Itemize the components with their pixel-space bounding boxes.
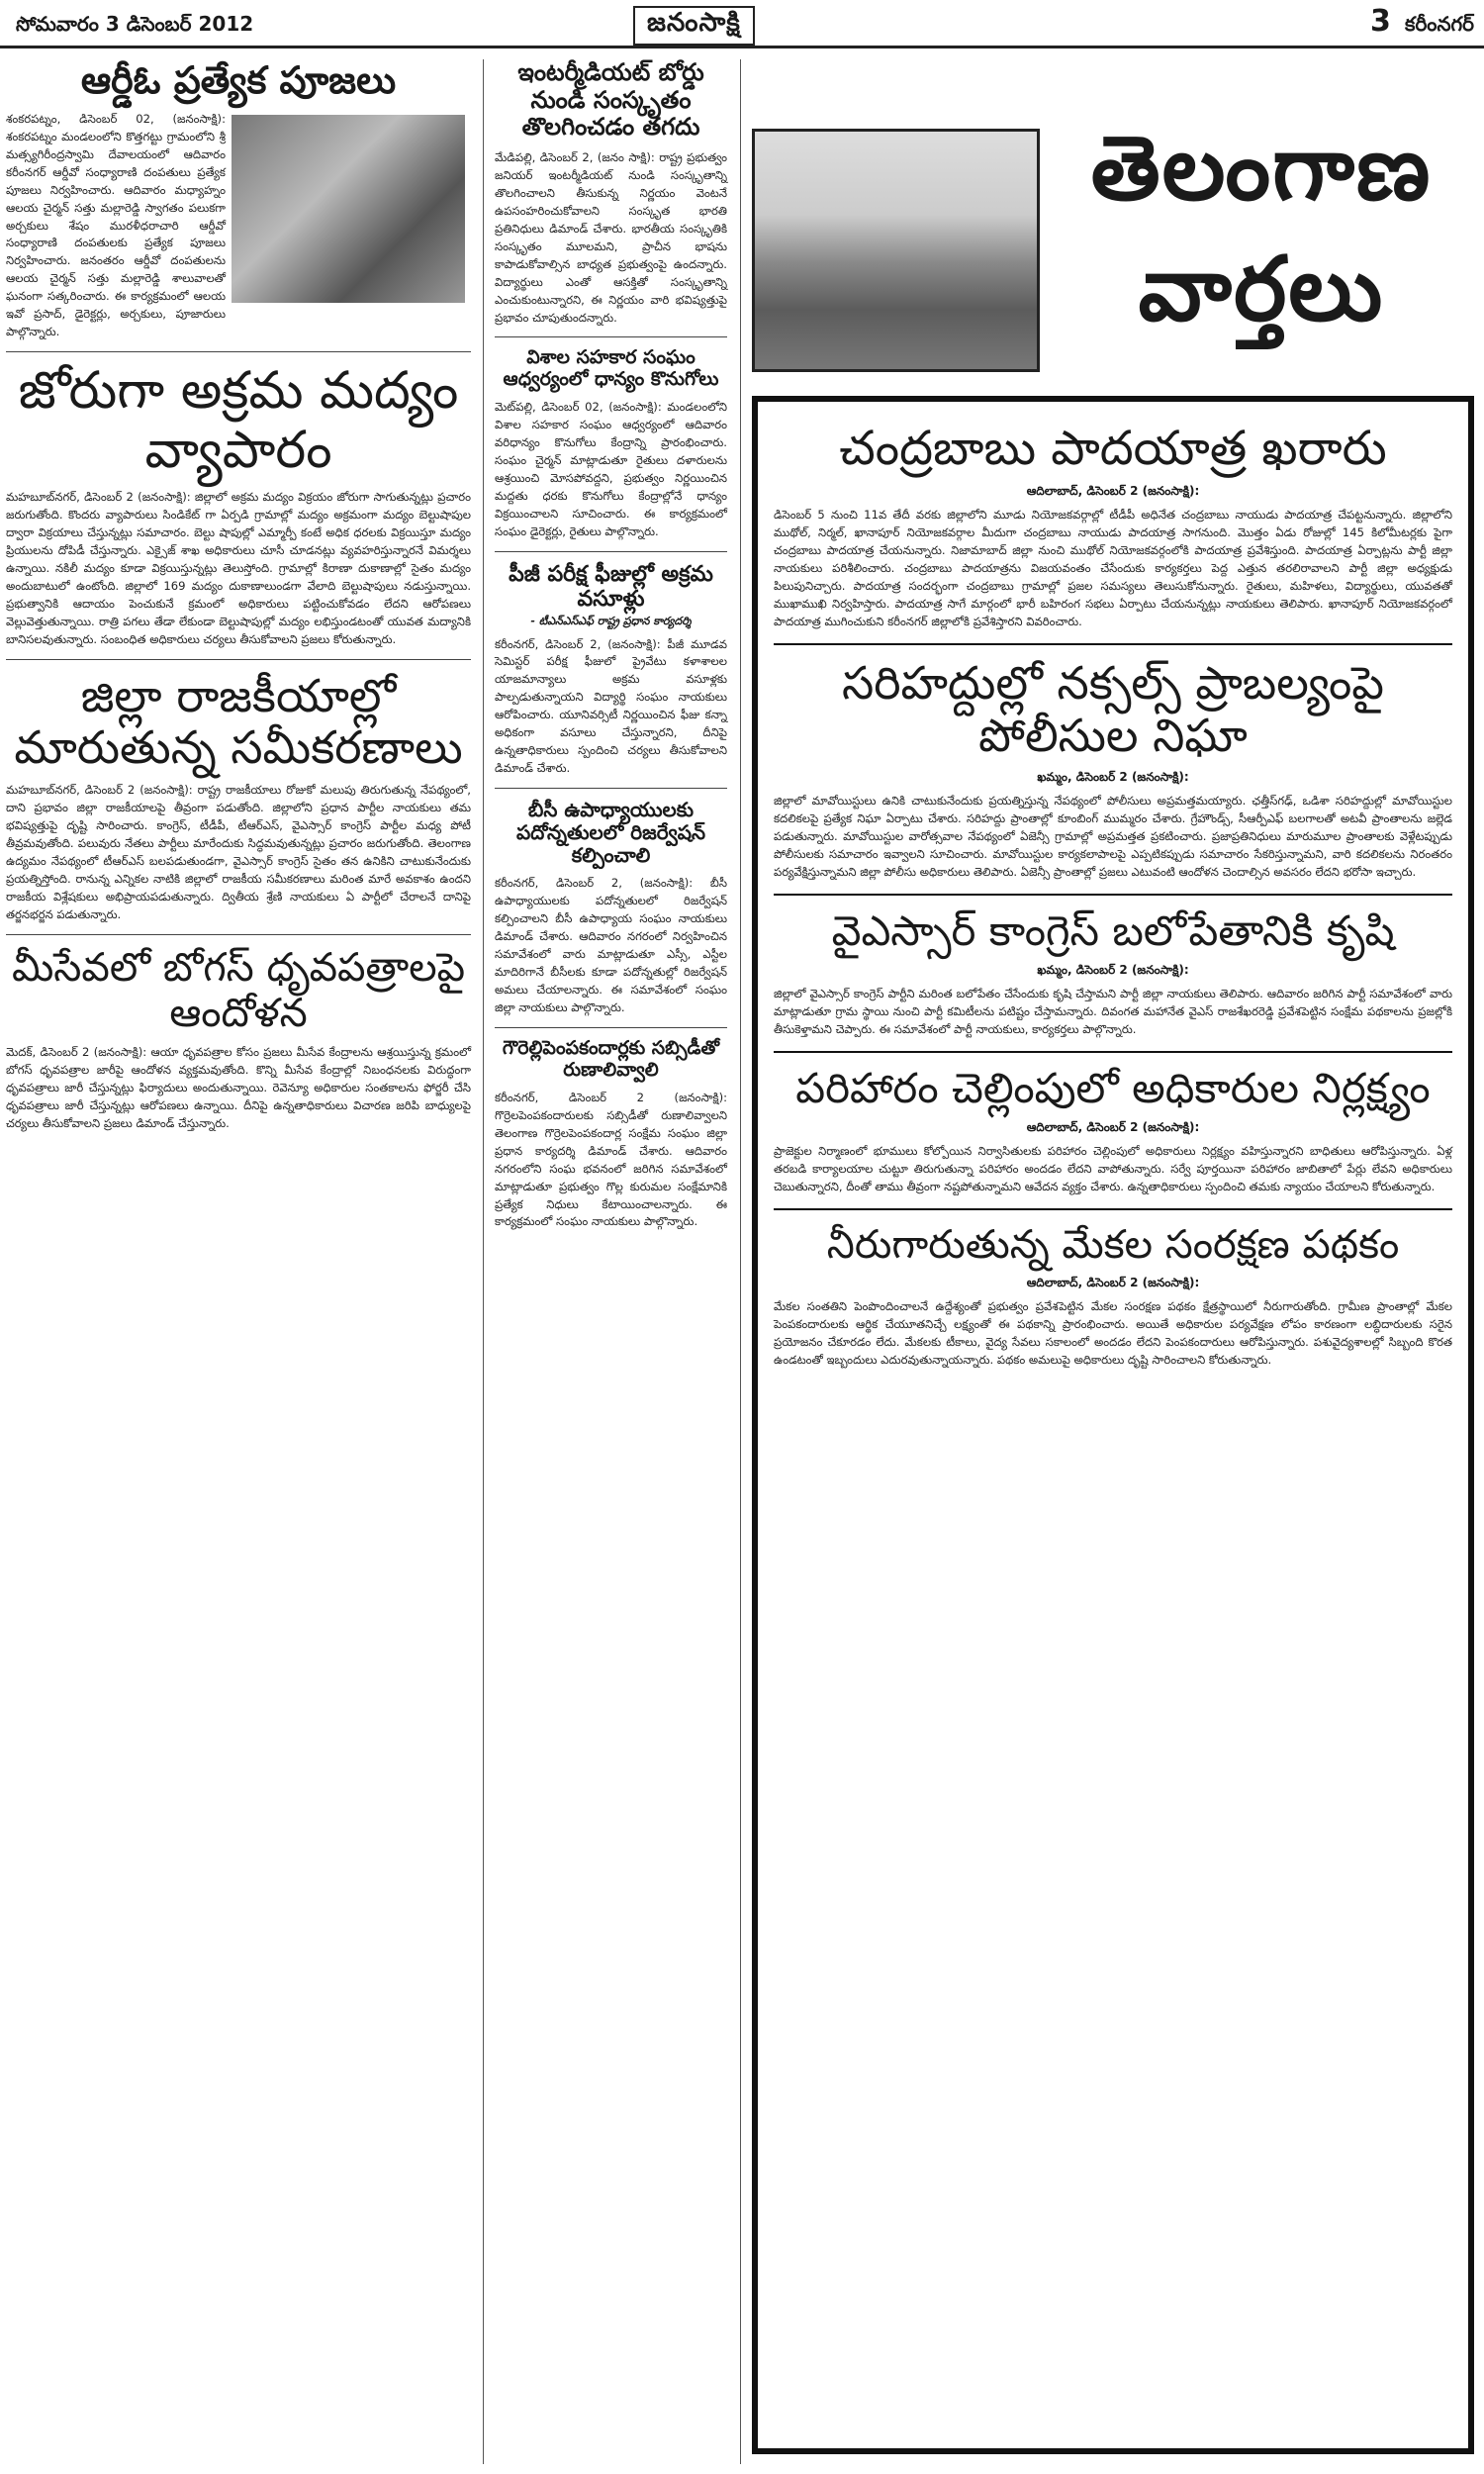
- story-paddy-body: మెట్‌పల్లి, డిసెంబర్ 02, (జనంసాక్షి): మండలంలోని విశాల సహకార సంఘం ఆధ్వర్యంలో ఆదివారం వరిధాన్యం కొనుగోలు కేంద్రాన్ని ప్రారంభించారు. సంఘం చైర్మన్ మాట్లాడుతూ రైతులు దళారులను ఆశ్రయించి మోసపోవద్దని, ప్రభుత్వం నిర్ణయించిన మద్దతు ధరకు కొనుగోలు కేంద్రాల్లోనే ధాన్యం విక్రయించాలని సూచించారు. ఈ కార్యక్రమంలో సంఘం డైరెక్టర్లు, రైతులు పాల్గొన్నారు.: [495, 400, 727, 538]
- headline-ysrcp: వైఎస్సార్ కాంగ్రెస్ బలోపేతానికి కృషి: [831, 905, 1395, 955]
- headline-pg-fees: పీజీ పరీక్ష ఫీజుల్లో అక్రమ వసూళ్లు: [509, 561, 713, 613]
- dateline-ysrcp: ఖమ్మం, డిసెంబర్ 2 (జనంసాక్షి):: [1037, 962, 1189, 977]
- column-middle: [495, 59, 727, 1231]
- headline-naxal-watch: సరిహద్దుల్లో నక్సల్స్ ప్రాబల్యంపై పోలీసుల నిఘా: [841, 655, 1385, 762]
- story-divider: [6, 351, 471, 352]
- section-banner: [752, 109, 1474, 386]
- story-divider: [495, 336, 727, 337]
- story-politics-body: మహబూబ్‌నగర్, డిసెంబర్ 2 (జనంసాక్షి): రాష్ట్ర రాజకీయాలు రోజుకో మలుపు తిరుగుతున్న నేపథ్యంలో, దాని ప్రభావం జిల్లా రాజకీయాలపై తీవ్రంగా పడుతోంది. జిల్లాలోని ప్రధాన పార్టీల నాయకులు తమ భవిష్యత్తుపై దృష్టి సారించారు. కాంగ్రెస్, టీడీపీ, టీఆర్‌ఎస్, వైఎస్సార్ కాంగ్రెస్ పార్టీల మధ్య పోటీ తీవ్రమవుతోంది. పలువురు నేతలు పార్టీలు మారేందుకు సిద్ధమవుతున్నట్లు ప్రచారం జరుగుతోంది. తెలంగాణ ఉద్యమం నేపథ్యంలో టీఆర్‌ఎస్ బలపడుతుండగా, వైఎస్సార్ కాంగ్రెస్ సైతం తన ఉనికిని చాటుకునేందుకు ప్రయత్నిస్తోంది. రానున్న ఎన్నికల నాటికి జిల్లాలో రాజకీయ సమీకరణాలు మరింత మారే అవకాశం ఉందని రాజకీయ విశ్లేషకులు అభిప్రాయపడుతున్నారు. ద్వితీయ శ్రేణి నాయకులు ఏ పార్టీలో చేరాలనే దానిపై తర్జనభర్జన పడుతున్నారు.: [6, 783, 471, 922]
- issue-date: సోమవారం 3 డిసెంబర్ 2012: [16, 12, 254, 36]
- story-naxal-body: జిల్లాలో మావోయిస్టులు ఉనికి చాటుకునేందుకు ప్రయత్నిస్తున్న నేపథ్యంలో పోలీసులు అప్రమత్తమయ్యారు. ఛత్తీస్‌గఢ్, ఒడిశా సరిహద్దుల్లో మావోయిస్టుల కదలికలపై ప్రత్యేక నిఘా ఏర్పాటు చేశారు. సరిహద్దు ప్రాంతాల్లో కూంబింగ్ ముమ్మరం చేశారు. గ్రేహౌండ్స్, సీఆర్పీఎఫ్ బలగాలతో అటవీ ప్రాంతాలను జల్లెడ పడుతున్నారు. మావోయిస్టుల వారోత్సవాల నేపథ్యంలో ఏజెన్సీ గ్రామాల్లో అప్రమత్తత ప్రకటించారు. ప్రజాప్రతినిధులు మారుమూల ప్రాంతాలకు వెళ్లేటప్పుడు పోలీసులకు సమాచారం ఇవ్వాలని సూచించారు. మావోయిస్టుల కార్యకలాపాలపై ఎప్పటికప్పుడు సమాచారం సేకరిస్తున్నామని, వారి కదలికలను నిరంతరం పర్యవేక్షిస్తున్నామని జిల్లా పోలీసు అధికారులు తెలిపారు. ఏజెన్సీ ప్రాంతాల్లో ప్రజలు ఎటువంటి ఆందోళన చెందాల్సిన అవసరం లేదని భరోసా ఇచ్చారు.: [774, 793, 1452, 879]
- headline-goat-scheme: నీరుగారుతున్న మేకల సంరక్షణ పథకం: [826, 1222, 1400, 1268]
- story-goat-body: మేకల సంతతిని పెంపొందించాలనే ఉద్దేశ్యంతో ప్రభుత్వం ప్రవేశపెట్టిన మేకల సంరక్షణ పథకం క్షేత్రస్థాయిలో నీరుగారుతోంది. గ్రామీణ ప్రాంతాల్లో మేకల పెంపకందారులకు ఆర్థిక చేయూతనిచ్చే లక్ష్యంతో ఈ పథకాన్ని ప్రారంభించారు. అయితే అధికారుల పర్యవేక్షణ లోపం కారణంగా లబ్ధిదారులకు సరైన ప్రయోజనం చేకూరడం లేదు. మేకలకు టీకాలు, వైద్య సేవలు సకాలంలో అందడం లేదని పెంపకందారులు ఆరోపిస్తున్నారు. పశువైద్యశాలల్లో సిబ్బంది కొరత ఉండటంతో ఇబ్బందులు ఎదురవుతున్నాయన్నారు. పథకం అమలుపై అధికారులు దృష్టి సారించాలని కోరుతున్నారు.: [774, 1299, 1452, 1367]
- story-divider: [774, 894, 1452, 896]
- section-title: తెలంగాణ వార్తలు: [1090, 117, 1433, 341]
- story-liquor-body: మహబూబ్‌నగర్, డిసెంబర్ 2 (జనంసాక్షి): జిల్లాలో అక్రమ మద్యం విక్రయం జోరుగా సాగుతున్నట్లు ప్రచారం జరుగుతోంది. కొందరు వ్యాపారులు సిండికేట్ గా ఏర్పడి గ్రామాల్లో మద్యం అక్రమంగా మద్యం బెల్టుషాపుల ద్వారా విక్రయాలు చేస్తున్నట్లు సమాచారం. బెల్టు షాపుల్లో ఎమ్మార్పీ కంటే అధిక ధరలకు విక్రయిస్తూ మద్యం ప్రియులను దోపిడీ చేస్తున్నారు. ఎక్సైజ్ శాఖ అధికారులు చూసీ చూడనట్లు వ్యవహరిస్తున్నారనే విమర్శలు ఉన్నాయి. నకిలీ మద్యం కూడా విక్రయిస్తున్నట్లు తెలుస్తోంది. గ్రామాల్లో కిరాణా దుకాణాల్లో సైతం మద్యం అందుబాటులో ఉంటోంది. జిల్లాలో 169 మద్యం దుకాణాలుండగా వేలాది బెల్టుషాపులు నడుస్తున్నాయి. ప్రభుత్వానికి ఆదాయం పెంచుకునే క్రమంలో అధికారులు పట్టించుకోవడం లేదని ఆరోపణలు వెల్లువెత్తుతున్నాయి. రాత్రి పగలు తేడా లేకుండా బెల్టుషాపుల్లో మద్యం లభిస్తుండటంతో యువత మద్యానికి బానిసలవుతున్నారు. సంబంధిత అధికారులు చర్యలు తీసుకోవాలని ప్రజలు కోరుతున్నారు.: [6, 489, 471, 646]
- story-meeseva-body: మెదక్, డిసెంబర్ 2 (జనంసాక్షి): ఆయా ధృవపత్రాల కోసం ప్రజలు మీసేవ కేంద్రాలను ఆశ్రయిస్తున్న క్రమంలో బోగస్ ధృవపత్రాల జారీపై ఆందోళన వ్యక్తమవుతోంది. కొన్ని మీసేవ కేంద్రాల్లో నిబంధనలకు విరుద్ధంగా ధృవపత్రాలు జారీ చేస్తున్నట్లు ఫిర్యాదులు అందుతున్నాయి. రెవెన్యూ అధికారుల సంతకాలను ఫోర్జరీ చేసి ధృవపత్రాలు జారీ చేస్తున్నట్లు ఆరోపణలు ఉన్నాయి. దీనిపై ఉన్నతాధికారులు విచారణ జరిపి బాధ్యులపై చర్యలు తీసుకోవాలని ప్రజలు డిమాండ్ చేస్తున్నారు.: [6, 1045, 471, 1130]
- story-sanskrit-body: మేడిపల్లి, డిసెంబర్ 2, (జనం సాక్షి): రాష్ట్ర ప్రభుత్వం జనియర్ ఇంటర్మీడియట్ నుండి సంస్కృతాన్ని తొలగించాలని తీసుకున్న నిర్ణయం వెంటనే ఉపసంహరించుకోవాలని సంస్కృత భారతి ప్రతినిధులు డిమాండ్ చేశారు. భారతీయ సంస్కృతికి సంస్కృతం మూలమని, ప్రాచీన భాషను కాపాడుకోవాల్సిన బాధ్యత ప్రభుత్వంపై ఉందన్నారు. విద్యార్థులు ఎంతో ఆసక్తితో సంస్కృతాన్ని ఎంచుకుంటున్నారని, ఈ నిర్ణయం వారి భవిష్యత్తుపై ప్రభావం చూపుతుందన్నారు.: [495, 149, 727, 325]
- headline-liquor-trade: జోరుగా అక్రమ మద్యం వ్యాపారం: [18, 361, 459, 481]
- page-number: 3: [1370, 4, 1391, 39]
- masthead: [0, 0, 1484, 48]
- story-padayatra-body: డిసెంబర్ 5 నుంచి 11వ తేదీ వరకు జిల్లాలోని మూడు నియోజకవర్గాల్లో టీడీపీ అధినేత చంద్రబాబు నాయుడు పాదయాత్ర చేపట్టనున్నారు. జిల్లాలోని ముథోల్, నిర్మల్, ఖానాపూర్ నియోజకవర్గాల మీదుగా చంద్రబాబు నాయుడు పాదయాత్ర సాగనుంది. మొత్తం ఏడు రోజుల్లో 145 కిలోమీటర్లకు పైగా చంద్రబాబు పాదయాత్ర చేయనున్నారు. నిజామాబాద్ జిల్లా నుంచి ముథోల్ నియోజకవర్గంలోకి పాదయాత్ర ప్రవేశిస్తుంది. పాదయాత్ర ఏర్పాట్లను పార్టీ జిల్లా నాయకులు పరిశీలించారు. చంద్రబాబు పాదయాత్రను విజయవంతం చేసేందుకు కార్యకర్తలు పెద్ద ఎత్తున తరలిరావాలని పార్టీ జిల్లా అధ్యక్షుడు పిలుపునిచ్చారు. పాదయాత్ర సందర్భంగా చంద్రబాబు గ్రామాల్లో ప్రజల సమస్యలు తెలుసుకోనున్నారు. రైతులు, మహిళలు, విద్యార్థులు, యువతతో ముఖాముఖి నిర్వహిస్తారు. పాదయాత్ర సాగే మార్గంలో భారీ బహిరంగ సభలు ఏర్పాటు చేయనున్నట్లు నాయకులు తెలిపారు. ఖానాపూర్ నియోజకవర్గంలో పాదయాత్ర ముగించుకుని కరీంనగర్ జిల్లాలోకి ప్రవేశిస్తారని వివరించారు.: [774, 508, 1452, 628]
- headline-bc-teachers: బీసీ ఉపాధ్యాయులకు పదోన్నతులలో రిజర్వేషన్ కల్పించాలి: [515, 798, 706, 868]
- story-divider: [6, 934, 471, 935]
- story-divider: [774, 643, 1452, 645]
- headline-sheep-rearers: గౌరెల్లిపెంపకందార్లకు సబ్సిడీతో రుణాలివ్వాలి: [502, 1037, 720, 1081]
- newspaper-logo: జనంసాక్షి: [633, 6, 755, 46]
- headline-pg-fees-sub: - టీఎన్‌ఎస్‌ఎఫ్ రాష్ట్ర ప్రధాన కార్యదర్శి: [530, 614, 692, 627]
- headline-sanskrit: ఇంటర్మీడియట్ బోర్డు నుండి సంస్కృతం తొలగించడం తగదు: [517, 58, 704, 142]
- story-rdo-body: శంకరపట్నం, డిసెంబర్ 02, (జనంసాక్షి): శంకరపట్నం మండలంలోని కొత్తగట్టు గ్రామంలోని శ్రీ మత్స్యగిరీంద్రస్వామి దేవాలయంలో ఆదివారం కరీంనగర్ ఆర్డీవో సంధ్యారాణి దంపతులు ప్రత్యేక పూజలు నిర్వహించారు. ఆదివారం మధ్యాహ్నం ఆలయ చైర్మన్ సత్తు మల్లారెడ్డి స్వాగతం పలుకగా అర్చకులు శేషం మురళీధరాచారి ఆర్డీవో సంధ్యారాణి దంపతులకు ప్రత్యేక పూజలు నిర్వహించారు. జనంతరం ఆర్డీవో దంపతులను ఆలయ చైర్మన్ సత్తు మల్లారెడ్డి శాలువాలతో ఘనంగా సత్కరించారు. ఈ కార్యక్రమంలో ఆలయ ఇవో ప్రసాద్, డైరెక్టర్లు, అర్చకులు, పూజారులు పాల్గొన్నారు.: [6, 111, 226, 339]
- column-left: [6, 59, 471, 1133]
- story-rdo: [6, 111, 471, 342]
- story-divider: [774, 1208, 1452, 1210]
- dateline-goat: ఆదిలాబాద్, డిసెంబర్ 2 (జనంసాక్షి):: [1026, 1276, 1200, 1289]
- story-divider: [495, 1027, 727, 1028]
- story-bc-teachers-body: కరీంనగర్, డిసెంబర్ 2, (జనంసాక్షి): బీసీ ఉపాధ్యాయులకు పదోన్నతులలో రిజర్వేషన్ కల్పించాలని బీసీ ఉపాధ్యాయ సంఘం నాయకులు డిమాండ్ చేశారు. ఆదివారం నగరంలో నిర్వహించిన సమావేశంలో వారు మాట్లాడుతూ ఎస్సీ, ఎస్టీల మాదిరిగానే బీసీలకు కూడా పదోన్నతుల్లో రిజర్వేషన్ అమలు చేయాలన్నారు. ఈ సమావేశంలో సంఘం జిల్లా నాయకులు పాల్గొన్నారు.: [495, 876, 727, 1015]
- headline-paddy-purchase: విశాల సహకార సంఘం ఆధ్వర్యంలో ధాన్యం కొనుగోలు: [503, 346, 719, 391]
- column-divider: [483, 59, 484, 2464]
- story-sheep-body: కరీంనగర్, డిసెంబర్ 2 (జనంసాక్షి): గొర్రెలపెంపకందారులకు సబ్సిడీతో రుణాలివ్వాలని తెలంగాణ గొర్రెలపెంపకందార్ల సంక్షేమ సంఘం జిల్లా ప్రధాన కార్యదర్శి డిమాండ్ చేశారు. ఆదివారం నగరంలోని సంఘ భవనంలో జరిగిన సమావేశంలో మాట్లాడుతూ ప్రభుత్వం గొల్ల కురుమల సంక్షేమానికి ప్రత్యేక నిధులు కేటాయించాలన్నారు. ఈ కార్యక్రమంలో సంఘం నాయకులు పాల్గొన్నారు.: [495, 1090, 727, 1229]
- story-divider: [495, 551, 727, 552]
- headline-meeseva: మీసేవలో బోగస్ ధృవపత్రాలపై ఆందోళన: [11, 945, 466, 1037]
- headline-compensation: పరిహారం చెల్లింపులో అధికారుల నిర్లక్ష్యం: [795, 1063, 1431, 1112]
- headline-rdo-pujalu: ఆర్డీఓ ప్రత్యేక పూజలు: [80, 58, 397, 102]
- dateline-padayatra: ఆదిలాబాద్, డిసెంబర్ 2 (జనంసాక్షి):: [1026, 484, 1200, 499]
- dateline-naxal: ఖమ్మం, డిసెంబర్ 2 (జనంసాక్షి):: [1037, 769, 1189, 784]
- edition-name: కరీంనగర్: [1405, 12, 1474, 36]
- dateline-compensation: ఆదిలాబాద్, డిసెంబర్ 2 (జనంసాక్షి):: [1026, 1120, 1200, 1135]
- story-divider: [495, 788, 727, 789]
- story-compensation-body: ప్రాజెక్టుల నిర్మాణంలో భూములు కోల్పోయిన నిర్వాసితులకు పరిహారం చెల్లింపులో అధికారులు నిర్లక్ష్యం వహిస్తున్నారని బాధితులు ఆరోపిస్తున్నారు. ఏళ్ల తరబడి కార్యాలయాల చుట్టూ తిరుగుతున్నా పరిహారం అందడం లేదని వాపోతున్నారు. సర్వే పూర్తయినా పరిహారం జాబితాలో పేర్లు లేవని అధికారులు చెబుతున్నారని, దీంతో తాము తీవ్రంగా నష్టపోతున్నామని ఆవేదన వ్యక్తం చేశారు. ఉన్నతాధికారులు స్పందించి తమకు న్యాయం చేయాలని కోరుతున్నారు.: [774, 1144, 1452, 1194]
- story-divider: [774, 1051, 1452, 1053]
- story-ysrcp-body: జిల్లాలో వైఎస్సార్ కాంగ్రెస్ పార్టీని మరింత బలోపేతం చేసేందుకు కృషి చేస్తామని పార్టీ జిల్లా నాయకులు తెలిపారు. ఆదివారం జరిగిన పార్టీ సమావేశంలో వారు మాట్లాడుతూ గ్రామ స్థాయి నుంచి పార్టీ కమిటీలను పటిష్టం చేస్తామన్నారు. దివంగత మహానేత వైఎస్ రాజశేఖరరెడ్డి ప్రవేశపెట్టిన సంక్షేమ పథకాలను ప్రజల్లోకి తీసుకెళ్తామని చెప్పారు. ఈ సమావేశంలో పార్టీ నాయకులు, కార్యకర్తలు పాల్గొన్నారు.: [774, 986, 1452, 1036]
- headline-padayatra: చంద్రబాబు పాదయాత్ర ఖరారు: [839, 421, 1387, 476]
- story-divider: [6, 659, 471, 660]
- photo-fort-ruins: [752, 129, 1040, 372]
- column-divider: [740, 59, 741, 2464]
- telangana-news-box: [752, 396, 1474, 2454]
- photo-temple-puja: [232, 115, 465, 303]
- story-pg-fees-body: కరీంనగర్, డిసెంబర్ 2, (జనంసాక్షి): పీజీ మూడవ సెమిస్టర్ పరీక్ష ఫీజులో ప్రైవేటు కళాశాలల యాజమాన్యాలు అక్రమ వసూళ్లకు పాల్పడుతున్నాయని విద్యార్థి సంఘం నాయకులు ఆరోపించారు. యూనివర్సిటీ నిర్ణయించిన ఫీజు కన్నా అధికంగా వసూలు చేస్తున్నారని, దీనిపై ఉన్నతాధికారులు స్పందించి చర్యలు తీసుకోవాలని డిమాండ్ చేశారు.: [495, 636, 727, 776]
- headline-district-politics: జిల్లా రాజకీయాల్లో మారుతున్న సమీకరణాలు: [14, 668, 463, 775]
